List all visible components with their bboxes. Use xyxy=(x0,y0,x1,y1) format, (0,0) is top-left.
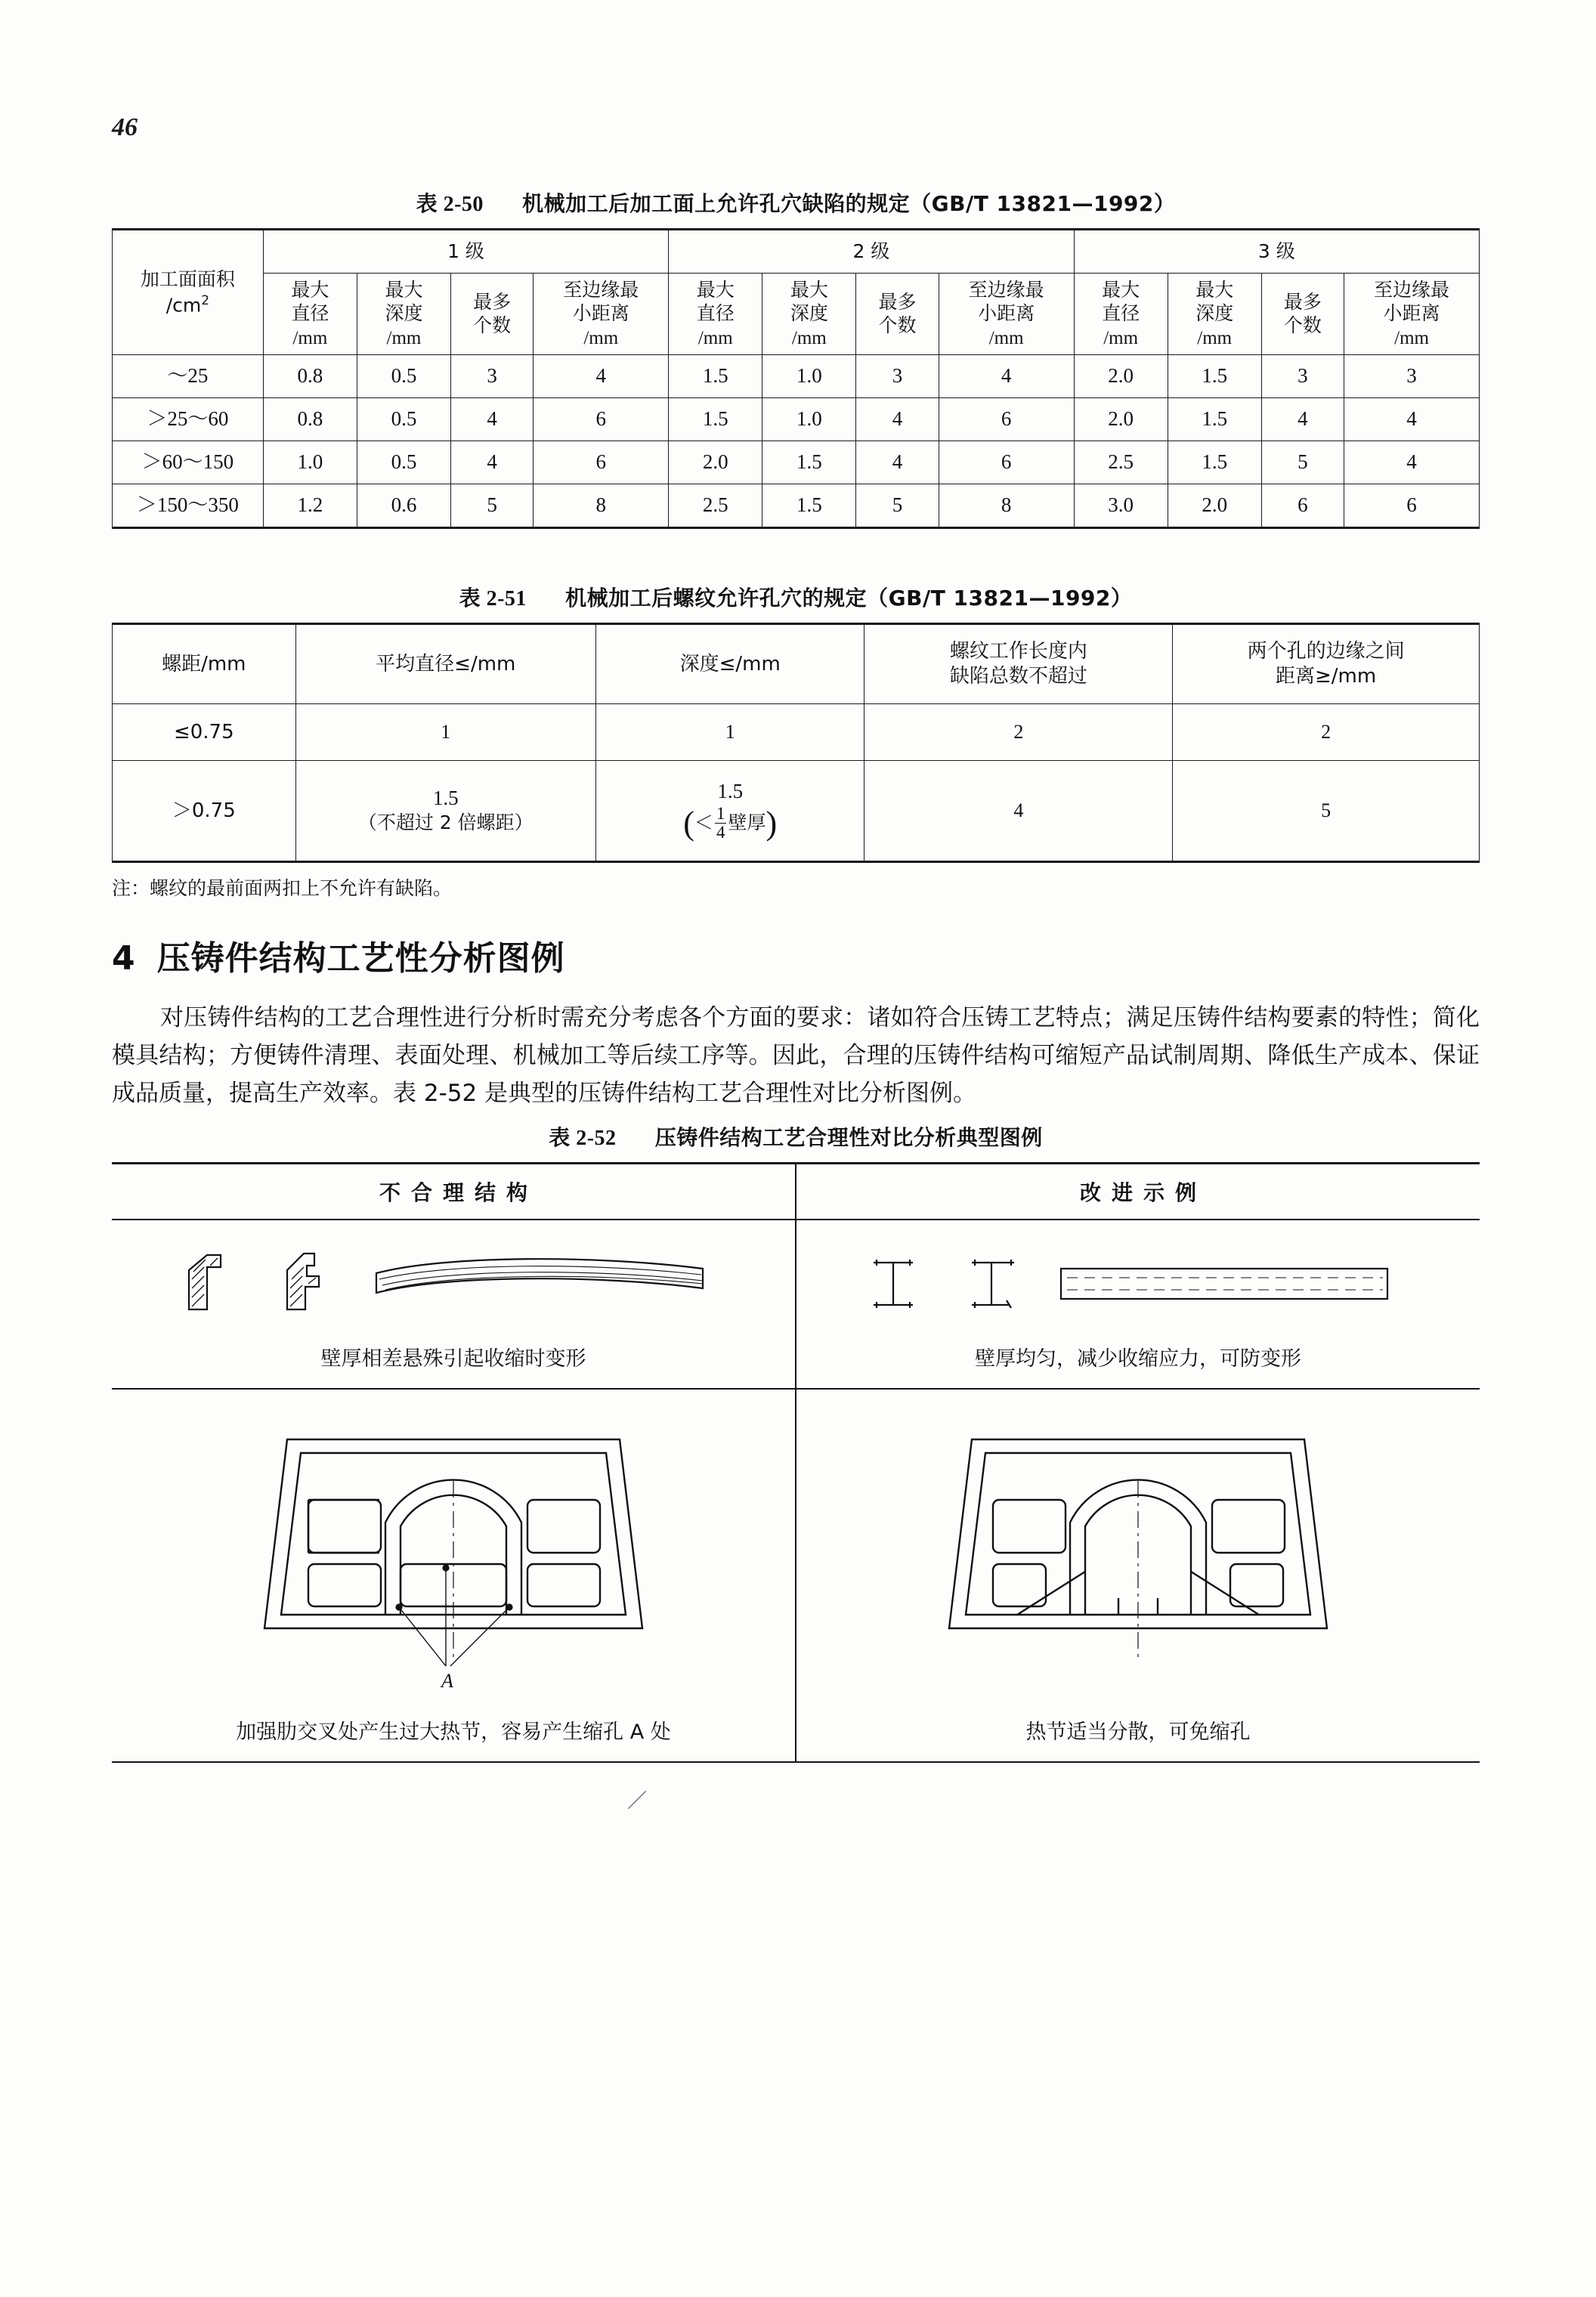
row-header-line1: 加工面面积 xyxy=(140,267,235,290)
table-2-52-label: 表 2-52 xyxy=(549,1127,617,1151)
cell: 2.0 xyxy=(1168,484,1261,527)
subhdr-2-dia: 最大 直径 /mm xyxy=(669,274,762,355)
subhdr-1-edge: 至边缘最 小距离 /mm xyxy=(534,274,669,355)
subhdr-3-count: 最多 个数 xyxy=(1261,274,1344,355)
cell: 2.5 xyxy=(1074,441,1168,484)
table-row xyxy=(113,760,1480,861)
figure-caption-1-left: 壁厚相差悬殊引起收缩时变形 xyxy=(112,1334,796,1389)
section-title: 压铸件结构工艺性分析图例 xyxy=(156,938,565,978)
cell: 5 xyxy=(451,484,534,527)
t251-r2-distance: 5 xyxy=(1173,760,1480,861)
table-2-50-label: 表 2-50 xyxy=(416,193,484,216)
cell: 5 xyxy=(1261,441,1344,484)
table-2-50-rowheader xyxy=(113,230,264,355)
cell: 1.5 xyxy=(762,441,856,484)
cell: 1.2 xyxy=(263,484,357,527)
table-2-52-caption xyxy=(112,1121,1480,1152)
t251-r1-defects: 2 xyxy=(865,703,1173,760)
table-2-50-title: 机械加工后加工面上允许孔穴缺陷的规定（GB/T 13821—1992） xyxy=(522,191,1176,216)
table-2-51 xyxy=(112,623,1480,863)
figure-rib-intersection-hot-spot xyxy=(219,1409,688,1704)
subhdr-2-edge: 至边缘最 小距离 /mm xyxy=(939,274,1074,355)
table-2-51-caption xyxy=(112,582,1480,612)
cell: 0.8 xyxy=(263,397,357,441)
fraction-one-quarter: $\frac{1}{4}$ xyxy=(716,803,725,842)
table-2-52 xyxy=(112,1162,1480,1763)
table-row xyxy=(113,354,1480,397)
table-row xyxy=(112,1164,1480,1220)
cell: 6 xyxy=(1344,484,1480,527)
cell: 4 xyxy=(534,354,669,397)
cell: 8 xyxy=(534,484,669,527)
cell: 1.5 xyxy=(1168,397,1261,441)
col-header-improved: 改进示例 xyxy=(796,1164,1480,1220)
table-row xyxy=(113,703,1480,760)
t251-hdr-defects: 螺纹工作长度内 缺陷总数不超过 xyxy=(865,623,1173,703)
cell: 8 xyxy=(939,484,1074,527)
cell: 4 xyxy=(451,441,534,484)
table-2-50 xyxy=(112,228,1480,529)
t251-r1-avgdia: 1 xyxy=(295,703,595,760)
cell: 3 xyxy=(1261,354,1344,397)
table-row xyxy=(112,1389,1480,1708)
cell: 6 xyxy=(534,397,669,441)
t251-hdr-distance: 两个孔的边缘之间 距离≥/mm xyxy=(1173,623,1480,703)
table-2-50-caption xyxy=(112,187,1480,218)
cell: 3 xyxy=(856,354,939,397)
cell: 6 xyxy=(1261,484,1344,527)
table-row xyxy=(112,1220,1480,1334)
table-row xyxy=(113,441,1480,484)
cell: 6 xyxy=(939,441,1074,484)
figure-caption-2-left: 加强肋交叉处产生过大热节，容易产生缩孔 A 处 xyxy=(112,1708,796,1762)
section-paragraph: 对压铸件结构的工艺合理性进行分析时需充分考虑各个方面的要求：诸如符合压铸工艺特点；满足压铸件结构要素的特性；简化模具结构；方便铸件清理、表面处理、机械加工等后续工序等。因此，合理的压铸件结构可缩短产品试制周期、降低生产成本、保证成品质量，提高生产效率。表 2-52 是典型的压铸件结构工艺合理性对比分析图例。 xyxy=(112,1003,1480,1108)
figure-cell-1-left xyxy=(112,1220,796,1334)
cell: 0.5 xyxy=(357,441,450,484)
cell: 2.0 xyxy=(1074,397,1168,441)
page-content xyxy=(112,113,1480,1813)
page-end-marks: ／ xyxy=(626,1790,964,1813)
cell: 1.5 xyxy=(762,484,856,527)
cell: 2.0 xyxy=(669,441,762,484)
cell: 0.5 xyxy=(357,397,450,441)
table-row xyxy=(113,230,1480,274)
row-area: ～25 xyxy=(113,354,264,397)
cell: 3 xyxy=(1344,354,1480,397)
table-row xyxy=(113,274,1480,355)
cell: 4 xyxy=(1344,397,1480,441)
cell: 5 xyxy=(856,484,939,527)
figure-uniform-wall-thickness xyxy=(858,1240,1418,1331)
cell: 0.6 xyxy=(357,484,450,527)
t251-r1-distance: 2 xyxy=(1173,703,1480,760)
grade-group-1: 1 级 xyxy=(263,230,668,274)
figure-cell-2-right xyxy=(796,1389,1480,1708)
grade-group-2: 2 级 xyxy=(669,230,1074,274)
subhdr-3-edge: 至边缘最 小距离 /mm xyxy=(1344,274,1480,355)
cell: 4 xyxy=(1344,441,1480,484)
t251-hdr-pitch: 螺距/mm xyxy=(113,623,296,703)
cell: 1.0 xyxy=(762,397,856,441)
figure-uneven-wall-thickness xyxy=(174,1240,733,1331)
cell: 1.5 xyxy=(669,397,762,441)
t251-r2-depth: 1.5 (＜ $\frac{1}{4}$ 壁厚) xyxy=(595,760,865,861)
cell: 1.5 xyxy=(1168,354,1261,397)
cell: 3 xyxy=(451,354,534,397)
t251-r1-pitch: ≤0.75 xyxy=(113,703,296,760)
table-2-51-label: 表 2-51 xyxy=(459,586,527,611)
subhdr-1-depth: 最大 深度 /mm xyxy=(357,274,450,355)
table-row xyxy=(112,1334,1480,1389)
table-2-51-note: 注：螺纹的最前面两扣上不允许有缺陷。 xyxy=(112,876,453,899)
table-row xyxy=(112,1708,1480,1762)
row-area: ＞25～60 xyxy=(113,397,264,441)
table-row xyxy=(113,623,1480,703)
figure-caption-2-right: 热节适当分散，可免缩孔 xyxy=(796,1708,1480,1762)
cell: 0.5 xyxy=(357,354,450,397)
col-header-unreasonable: 不合理结构 xyxy=(112,1164,796,1220)
cell: 4 xyxy=(451,397,534,441)
subhdr-2-depth: 最大 深度 /mm xyxy=(762,274,856,355)
t251-hdr-avgdia: 平均直径≤/mm xyxy=(295,623,595,703)
cell: 6 xyxy=(939,397,1074,441)
subhdr-1-dia: 最大 直径 /mm xyxy=(263,274,357,355)
table-row xyxy=(113,397,1480,441)
cell: 4 xyxy=(1261,397,1344,441)
cell: 1.5 xyxy=(669,354,762,397)
t251-r1-depth: 1 xyxy=(595,703,865,760)
table-row xyxy=(113,484,1480,527)
cell: 0.8 xyxy=(263,354,357,397)
cell: 4 xyxy=(939,354,1074,397)
subhdr-2-count: 最多 个数 xyxy=(856,274,939,355)
cell: 3.0 xyxy=(1074,484,1168,527)
cell: 6 xyxy=(534,441,669,484)
t251-r2-avgdia: 1.5 （不超过 2 倍螺距） xyxy=(295,760,595,861)
t251-r2-defects: 4 xyxy=(865,760,1173,861)
cell: 2.5 xyxy=(669,484,762,527)
figure-cell-1-right xyxy=(796,1220,1480,1334)
cell: 1.0 xyxy=(263,441,357,484)
figure-label-A: A xyxy=(441,1670,453,1693)
cell: 4 xyxy=(856,441,939,484)
t251-hdr-depth: 深度≤/mm xyxy=(595,623,865,703)
cell: 1.5 xyxy=(1168,441,1261,484)
row-area: ＞150～350 xyxy=(113,484,264,527)
row-header-line2: /cm xyxy=(165,294,202,317)
subhdr-3-depth: 最大 深度 /mm xyxy=(1168,274,1261,355)
grade-group-3: 3 级 xyxy=(1074,230,1479,274)
cell: 1.0 xyxy=(762,354,856,397)
row-header-sup: 2 xyxy=(201,292,210,308)
table-2-52-title: 压铸件结构工艺合理性对比分析典型图例 xyxy=(654,1125,1043,1151)
section-index: 4 xyxy=(112,938,136,978)
t251-r2-pitch: ＞0.75 xyxy=(113,760,296,861)
cell: 4 xyxy=(856,397,939,441)
page-number: 46 xyxy=(112,113,138,141)
figure-distributed-hot-spot xyxy=(904,1409,1372,1704)
row-area: ＞60～150 xyxy=(113,441,264,484)
figure-cell-2-left xyxy=(112,1389,796,1708)
subhdr-1-count: 最多 个数 xyxy=(451,274,534,355)
subhdr-3-dia: 最大 直径 /mm xyxy=(1074,274,1168,355)
section-heading xyxy=(112,931,1480,979)
figure-caption-1-right: 壁厚均匀，减少收缩应力，可防变形 xyxy=(796,1334,1480,1389)
cell: 2.0 xyxy=(1074,354,1168,397)
table-2-51-title: 机械加工后螺纹允许孔穴的规定（GB/T 13821—1992） xyxy=(565,585,1133,611)
